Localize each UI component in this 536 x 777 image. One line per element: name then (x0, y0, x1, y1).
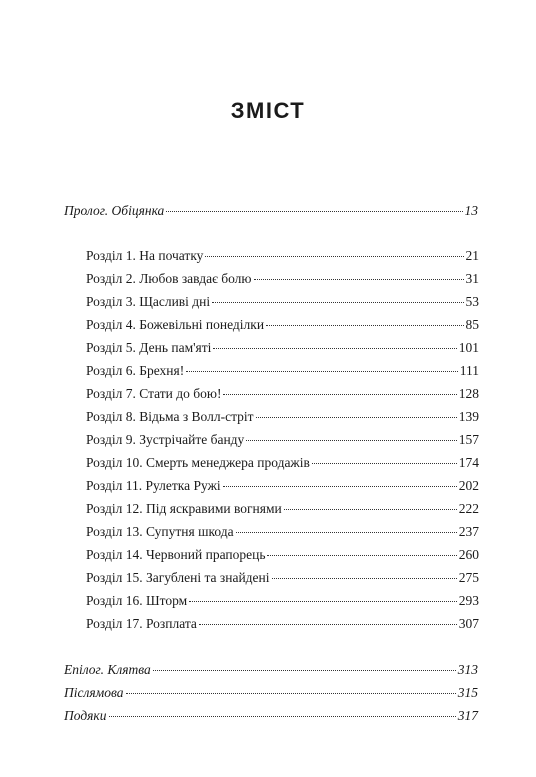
toc-page: 53 (465, 294, 479, 309)
toc-afterword (64, 684, 478, 702)
toc-acknowledgements (64, 707, 478, 725)
toc-label: Розділ 4. Божевільні понеділки (86, 317, 265, 332)
toc-page: 13 (464, 203, 478, 218)
toc-leader (199, 624, 457, 625)
toc-label: Післямова (64, 685, 124, 700)
toc-chapter-row (86, 293, 479, 311)
toc-chapter-row (86, 477, 479, 495)
toc-chapter-row (86, 569, 479, 587)
toc-page: 101 (458, 340, 479, 355)
toc-label: Епілог. Клятва (64, 662, 151, 677)
toc-page: 174 (458, 455, 479, 470)
toc-leader (153, 670, 456, 671)
toc-page: 315 (457, 685, 478, 700)
toc-leader (126, 693, 456, 694)
toc-chapter-row (86, 592, 479, 610)
toc-leader (272, 578, 457, 579)
toc-page: 307 (458, 616, 479, 631)
toc-label: Розділ 8. Відьма з Волл-стріт (86, 409, 254, 424)
toc-chapter-row (86, 385, 479, 403)
toc-epilogue (64, 661, 478, 679)
toc-chapter-row (86, 615, 479, 633)
toc-leader (186, 371, 458, 372)
toc-label: Розділ 2. Любов завдає болю (86, 271, 252, 286)
toc-page: 275 (458, 570, 479, 585)
toc-leader (284, 509, 457, 510)
toc-label: Розділ 17. Розплата (86, 616, 197, 631)
toc-label: Розділ 5. День пам'яті (86, 340, 212, 355)
toc-leader (254, 279, 464, 280)
toc-chapter-row (86, 500, 479, 518)
toc-chapter-row (86, 247, 479, 265)
toc-page: 237 (458, 524, 479, 539)
toc-page: 202 (458, 478, 479, 493)
toc-leader (212, 302, 463, 303)
toc-label: Подяки (64, 708, 107, 723)
toc-chapter-row (86, 454, 479, 472)
toc-leader (166, 211, 462, 212)
toc-page: 260 (458, 547, 479, 562)
toc-page: 31 (465, 271, 479, 286)
toc-page: 85 (465, 317, 479, 332)
toc-leader (246, 440, 456, 441)
toc-page: 139 (458, 409, 479, 424)
toc-page: 293 (458, 593, 479, 608)
toc-chapter-row (86, 408, 479, 426)
toc-chapter-row (86, 431, 479, 449)
toc-page: 222 (458, 501, 479, 516)
toc-leader (236, 532, 457, 533)
toc-leader (312, 463, 457, 464)
toc-leader (256, 417, 457, 418)
toc-leader (267, 555, 456, 556)
toc-label: Розділ 6. Брехня! (86, 363, 185, 378)
toc-label: Розділ 13. Супутня шкода (86, 524, 234, 539)
toc-leader (109, 716, 456, 717)
toc-label: Розділ 15. Загублені та знайдені (86, 570, 270, 585)
toc-label: Розділ 10. Смерть менеджера продажів (86, 455, 310, 470)
toc-chapter-row (86, 362, 479, 380)
toc-chapter-row (86, 546, 479, 564)
toc-chapter-row (86, 270, 479, 288)
toc-leader (205, 256, 463, 257)
toc-chapter-row (86, 316, 479, 334)
toc-page: 111 (459, 363, 479, 378)
toc-label: Розділ 12. Під яскравими вогнями (86, 501, 282, 516)
toc-label: Розділ 7. Стати до бою! (86, 386, 222, 401)
toc-prologue (64, 202, 478, 220)
toc-chapter-row (86, 339, 479, 357)
toc-page: 313 (457, 662, 478, 677)
toc-chapter-row (86, 523, 479, 541)
toc-label: Розділ 11. Рулетка Ружі (86, 478, 221, 493)
toc-leader (223, 394, 456, 395)
toc-leader (189, 601, 457, 602)
toc-page: 21 (465, 248, 479, 263)
toc-leader (223, 486, 457, 487)
toc-page: 157 (458, 432, 479, 447)
toc-leader (266, 325, 463, 326)
toc-leader (213, 348, 456, 349)
toc-label: Розділ 16. Шторм (86, 593, 188, 608)
toc-label: Розділ 9. Зустрічайте банду (86, 432, 245, 447)
toc-label: Розділ 3. Щасливі дні (86, 294, 211, 309)
toc-label: Пролог. Обіцянка (64, 203, 165, 218)
toc-label: Розділ 14. Червоний прапорець (86, 547, 266, 562)
toc-page: 128 (458, 386, 479, 401)
toc-page: 317 (457, 708, 478, 723)
toc-label: Розділ 1. На початку (86, 248, 204, 263)
page-title: ЗМІСТ (230, 98, 306, 123)
